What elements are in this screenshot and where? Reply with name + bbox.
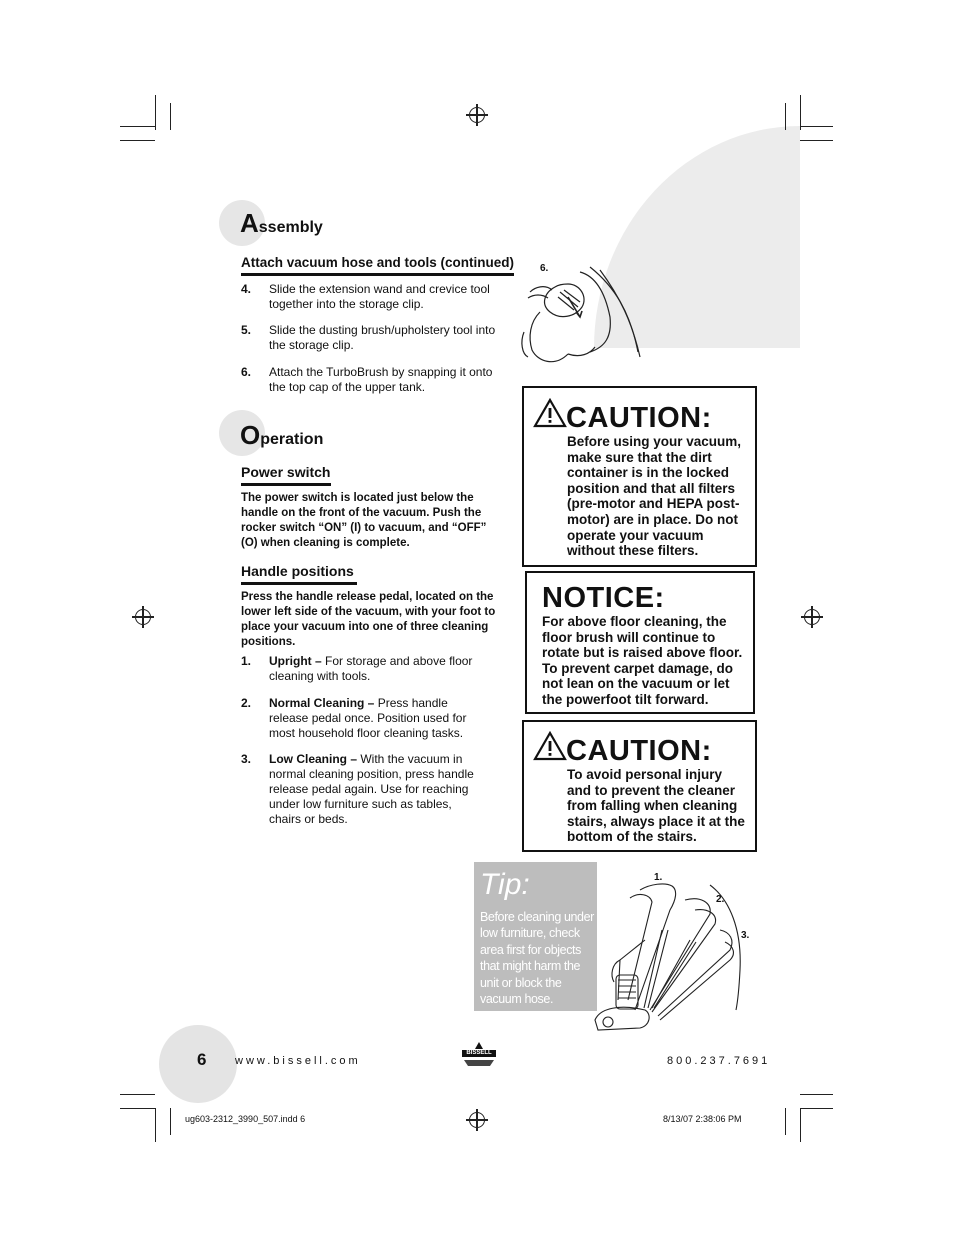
crop-mark <box>155 1108 156 1142</box>
caution-heading: CAUTION: <box>566 402 712 434</box>
website-link[interactable]: www.bissell.com <box>235 1055 361 1067</box>
crop-mark <box>120 1108 155 1109</box>
figure-label: 1. <box>654 872 663 883</box>
warning-triangle-icon <box>533 398 567 428</box>
crop-mark <box>800 126 833 127</box>
crop-mark <box>800 1108 801 1142</box>
caution-text: Before using your vacuum, make sure that the dirt container is in the locked position and that all filters (pre-motor and HEPA post-motor) are in place. Do not operate your vacuum without these filters. <box>567 434 742 559</box>
caution-heading: CAUTION: <box>566 735 712 767</box>
crop-mark <box>155 95 156 130</box>
crop-mark <box>120 1094 155 1095</box>
vacuum-handle-positions-illustration <box>590 880 755 1032</box>
file-slug: ug603-2312_3990_507.indd 6 <box>185 1114 306 1124</box>
figure-label: 6. <box>540 263 549 274</box>
handle-positions-subhead: Handle positions <box>241 563 357 585</box>
phone-number: 800.237.7691 <box>667 1055 771 1067</box>
registration-mark-icon <box>469 1112 485 1128</box>
registration-mark-icon <box>469 107 485 123</box>
notice-heading: NOTICE: <box>542 582 665 614</box>
tip-text: Before cleaning under low furniture, check area first for objects that might harm the unit or block the vacuum hose. <box>480 910 594 1007</box>
figure-label: 2. <box>716 894 725 905</box>
crop-mark <box>170 1108 171 1135</box>
assembly-subhead: Attach vacuum hose and tools (continued) <box>241 255 514 276</box>
date-slug: 8/13/07 2:38:06 PM <box>663 1114 742 1124</box>
crop-mark <box>800 1108 833 1109</box>
crop-mark <box>785 103 786 130</box>
page-number: 6 <box>197 1050 207 1069</box>
registration-mark-icon <box>135 609 151 625</box>
handle-positions-text: Press the handle release pedal, located on the lower left side of the vacuum, with your foot to place your vacuum into one of three cleaning positions. <box>241 591 496 648</box>
assembly-step: 6. Attach the TurboBrush by snapping it onto the top cap of the upper tank. <box>241 365 493 394</box>
assembly-heading: Assembly <box>240 208 323 238</box>
handle-position-step: 2. Normal Cleaning – Press handle release pedal once. Position used for most household floor cleaning tasks. <box>241 696 467 740</box>
crop-mark <box>170 103 171 130</box>
figure-label: 3. <box>741 930 750 941</box>
logo-text: BISSELL <box>466 1050 492 1056</box>
registration-mark-icon <box>804 609 820 625</box>
caution-box <box>522 720 757 852</box>
crop-mark <box>800 95 801 130</box>
handle-position-step: 1. Upright – For storage and above floor cleaning with tools. <box>241 654 473 683</box>
power-switch-text: The power switch is located just below the handle on the front of the vacuum. Push the rocker switch “ON” (I) to vacuum, and “OFF” (O) when cleaning is complete. <box>241 492 487 549</box>
crop-mark <box>785 1108 786 1135</box>
crop-mark <box>120 126 155 127</box>
notice-box <box>525 571 755 714</box>
power-switch-subhead: Power switch <box>241 464 331 486</box>
tip-heading: Tip: <box>480 868 530 901</box>
caution-box <box>522 386 757 567</box>
handle-position-step: 3. Low Cleaning – With the vacuum in normal cleaning position, press handle release pedal again. Use for reaching under low furniture such as tables, chairs or beds. <box>241 752 474 826</box>
warning-triangle-icon <box>533 731 567 761</box>
notice-text: For above floor cleaning, the floor brush will continue to rotate but is raised above floor. To prevent carpet damage, do not lean on the vacuum or let the powerfoot tilt forward. <box>542 614 743 707</box>
crop-mark <box>800 1094 833 1095</box>
assembly-step: 4. Slide the extension wand and crevice tool together into the storage clip. <box>241 282 490 311</box>
crop-mark <box>800 140 833 141</box>
crop-mark <box>120 140 155 141</box>
operation-heading: Operation <box>240 420 324 450</box>
turbobrush-attach-illustration <box>520 262 645 387</box>
caution-text: To avoid personal injury and to prevent the cleaner from falling when cleaning stairs, always place it at the bottom of the stairs. <box>567 767 745 845</box>
assembly-step: 5. Slide the dusting brush/upholstery tool into the storage clip. <box>241 323 496 352</box>
bissell-logo <box>460 1040 498 1068</box>
tip-box <box>474 862 597 1011</box>
